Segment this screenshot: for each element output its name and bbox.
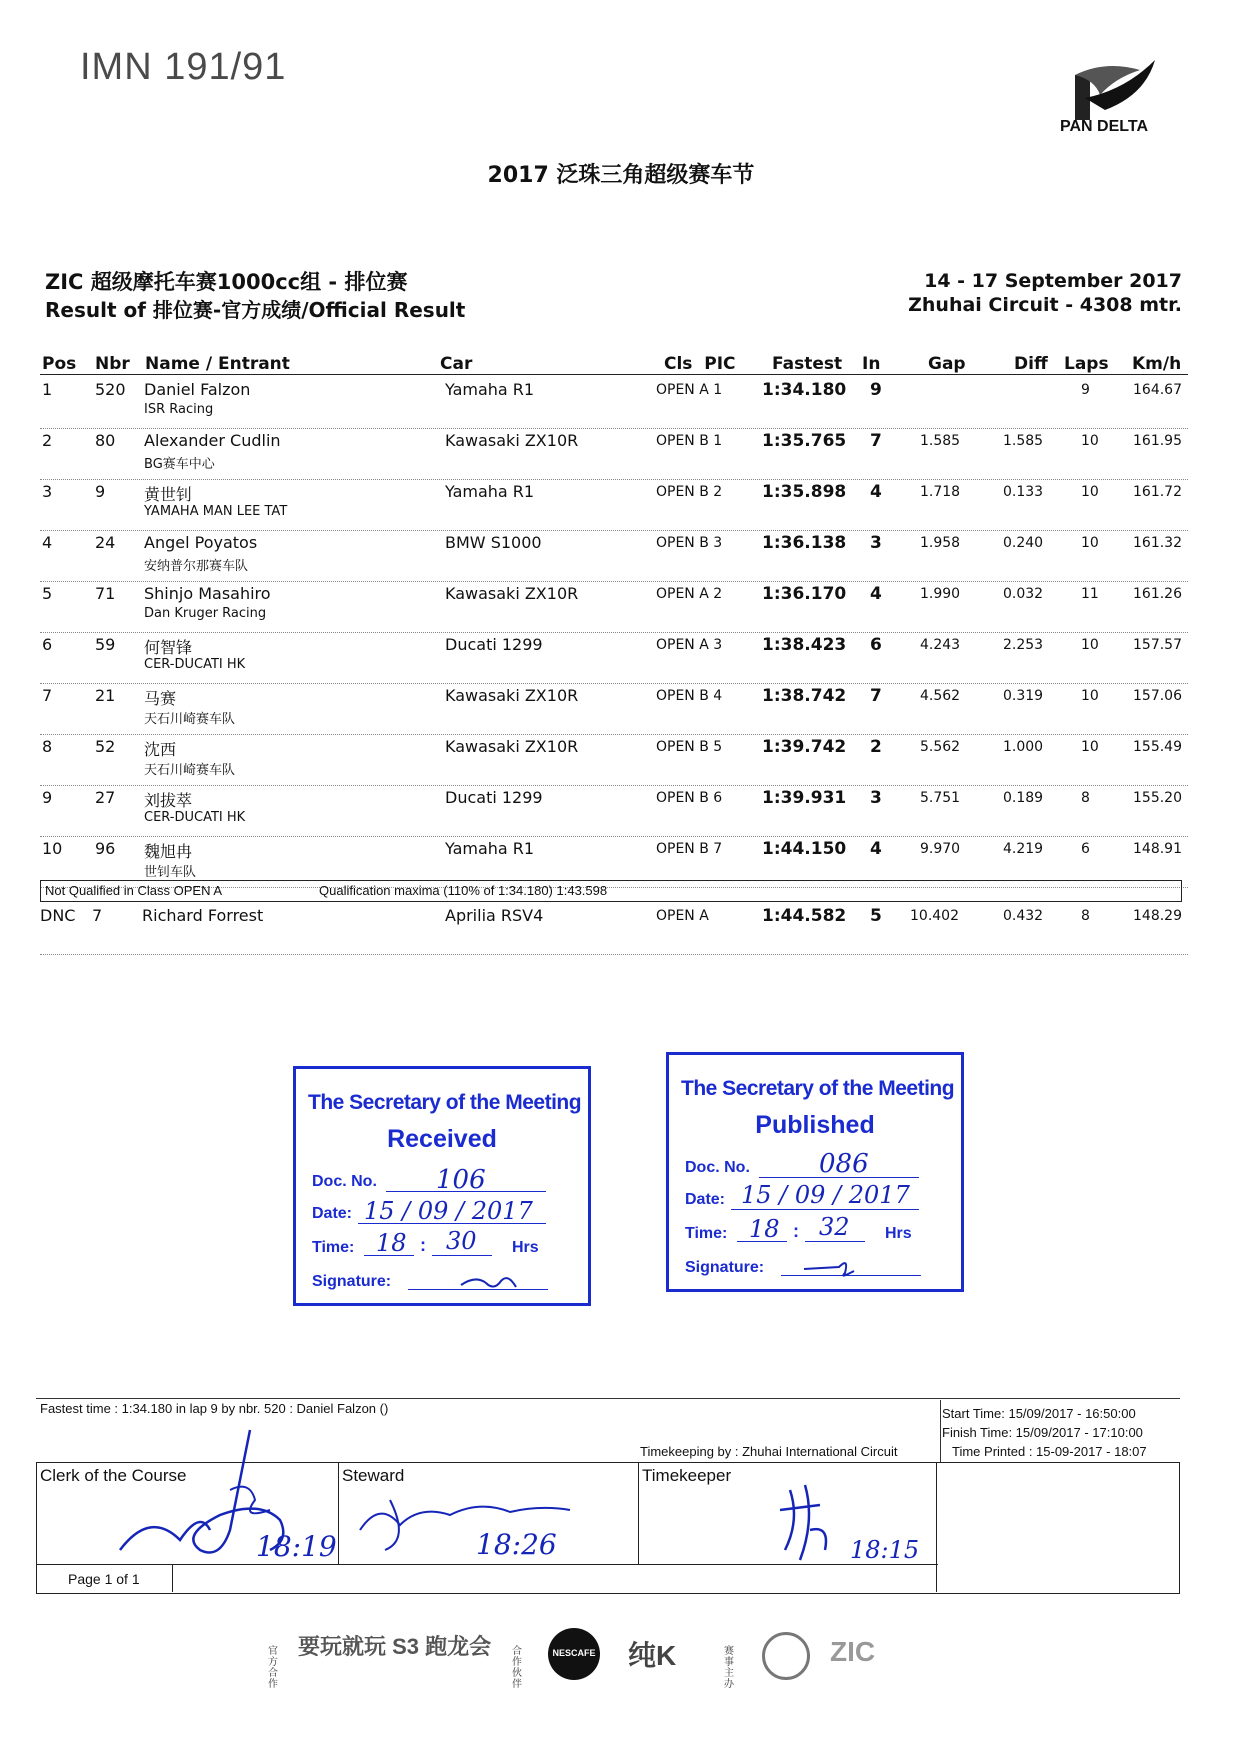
nbr: 520: [95, 380, 126, 399]
nbr: 9: [95, 482, 106, 501]
class-title: ZIC 超级摩托车赛1000cc组 - 排位赛: [45, 270, 408, 294]
diff: 0.032: [1003, 586, 1044, 602]
gap: 10.402: [910, 908, 959, 924]
stamp-time-minute: 30: [446, 1227, 477, 1255]
fastest-time: 1:44.150: [762, 839, 847, 859]
fastest-time: 1:38.423: [762, 635, 847, 655]
timekeeper-signature: [770, 1480, 850, 1570]
pos: 9: [42, 788, 53, 807]
in-lap: 5: [870, 906, 882, 926]
nbr: 96: [95, 839, 116, 858]
stamp-time-minute: 32: [819, 1213, 850, 1241]
sponsor-label-2: 合作伙伴: [512, 1646, 522, 1690]
pos: 3: [42, 482, 53, 501]
nescafe-text: NESCAFE: [552, 1648, 596, 1658]
stamp-date: 15 / 09 / 2017: [741, 1181, 910, 1209]
steward-label: Steward: [342, 1466, 405, 1485]
date-underline: [731, 1209, 919, 1210]
class-pic: OPEN B 7: [656, 841, 723, 857]
sponsor-chun-k: 纯K: [628, 1640, 677, 1671]
team-name: YAMAHA MAN LEE TAT: [144, 504, 288, 519]
sponsor-label-3: 赛事主办: [724, 1646, 734, 1690]
stamp-doc-no: 086: [819, 1149, 869, 1179]
team-name: ISR Racing: [144, 402, 214, 417]
event-title: 2017 泛珠三角超级赛车节: [487, 163, 755, 188]
diff: 2.253: [1003, 637, 1044, 653]
header-kmh: Km/h: [1132, 354, 1182, 374]
results-table: [0, 378, 1242, 888]
stamp-doc-no: 106: [436, 1165, 486, 1195]
published-stamp: [666, 1052, 964, 1292]
laps: 10: [1081, 484, 1099, 500]
table-row: [40, 378, 1188, 429]
diff: 0.189: [1003, 790, 1044, 806]
diff: 4.219: [1003, 841, 1044, 857]
pos: 8: [42, 737, 53, 756]
timekeeping-by: Timekeeping by : Zhuhai International Circuit: [640, 1444, 898, 1459]
laps: 10: [1081, 433, 1099, 449]
in-lap: 4: [870, 482, 882, 502]
stamp-date-label: Date:: [685, 1191, 726, 1208]
header-in: In: [862, 354, 881, 374]
diff: 0.432: [1003, 908, 1044, 924]
page-number: Page 1 of 1: [68, 1571, 140, 1587]
gap: 1.718: [920, 484, 961, 500]
speed: 148.29: [1133, 908, 1182, 924]
diff: 0.240: [1003, 535, 1044, 551]
organizer-emblem-icon: [762, 1632, 810, 1680]
header-fastest: Fastest: [772, 354, 843, 374]
header-diff: Diff: [1014, 354, 1048, 374]
table-row: [40, 684, 1188, 735]
laps: 9: [1081, 382, 1090, 398]
stamp-title: The Secretary of the Meeting: [681, 1077, 955, 1100]
stamp-status: Received: [387, 1125, 497, 1153]
header-cls-pic: Cls PIC: [664, 354, 736, 374]
laps: 10: [1081, 637, 1099, 653]
fastest-time: 1:35.765: [762, 431, 847, 451]
diff: 1.000: [1003, 739, 1044, 755]
rider-name: 黄世钊: [144, 485, 193, 504]
stamp-time-label: Time:: [312, 1239, 355, 1256]
timekeeper-label: Timekeeper: [642, 1466, 732, 1485]
pos: 5: [42, 584, 53, 603]
laps: 6: [1081, 841, 1090, 857]
received-stamp: [293, 1066, 591, 1306]
in-lap: 7: [870, 686, 882, 706]
laps: 8: [1081, 790, 1090, 806]
nbr: 7: [92, 906, 103, 925]
pos: 6: [42, 635, 53, 654]
team-name: 世钊车队: [144, 865, 197, 880]
header-gap: Gap: [928, 354, 966, 374]
diff: 0.319: [1003, 688, 1044, 704]
rider-name: Shinjo Masahiro: [144, 584, 271, 603]
header-laps: Laps: [1064, 354, 1109, 374]
speed: 155.49: [1133, 739, 1182, 755]
team-name: Dan Kruger Racing: [144, 606, 267, 621]
stamp-status: Published: [755, 1111, 875, 1139]
stamp-time-hour: 18: [376, 1229, 407, 1257]
stamp-time-hour: 18: [749, 1215, 780, 1243]
table-row: [40, 531, 1188, 582]
speed: 161.32: [1133, 535, 1182, 551]
laps: 11: [1081, 586, 1099, 602]
gap: 1.958: [920, 535, 961, 551]
gap: 4.562: [920, 688, 961, 704]
sponsor-zic: ZIC: [830, 1636, 876, 1667]
gap: 1.990: [920, 586, 961, 602]
rider-name: 沈西: [144, 740, 177, 759]
table-row: [40, 633, 1188, 684]
header-name: Name / Entrant: [145, 354, 290, 374]
stamp-date: 15 / 09 / 2017: [364, 1197, 533, 1225]
diff: 0.133: [1003, 484, 1044, 500]
start-time: Start Time: 15/09/2017 - 16:50:00: [942, 1406, 1136, 1421]
circuit-info: Zhuhai Circuit - 4308 mtr.: [908, 294, 1182, 316]
fastest-time-summary: Fastest time : 1:34.180 in lap 9 by nbr. 520 : Daniel Falzon (): [40, 1401, 389, 1416]
time-printed: Time Printed : 15-09-2017 - 18:07: [952, 1444, 1147, 1459]
minute-underline: [432, 1255, 492, 1256]
sig-divider-2: [638, 1462, 639, 1564]
laps: 10: [1081, 688, 1099, 704]
rider-name: 魏旭冉: [144, 842, 193, 861]
in-lap: 7: [870, 431, 882, 451]
finish-time: Finish Time: 15/09/2017 - 17:10:00: [942, 1425, 1143, 1440]
in-lap: 4: [870, 584, 882, 604]
gap: 5.751: [920, 790, 961, 806]
rider-name: Richard Forrest: [142, 906, 264, 925]
nbr: 71: [95, 584, 116, 603]
footer-divider: [36, 1398, 1180, 1399]
car: Ducati 1299: [445, 788, 543, 807]
not-qualified-label: Not Qualified in Class OPEN A: [45, 883, 223, 898]
laps: 10: [1081, 739, 1099, 755]
in-lap: 6: [870, 635, 882, 655]
stamp-hrs-label: Hrs: [885, 1225, 912, 1242]
fastest-time: 1:39.742: [762, 737, 847, 757]
fastest-time: 1:36.170: [762, 584, 847, 604]
team-name: 天石川崎赛车队: [144, 712, 236, 727]
pos: 10: [42, 839, 63, 858]
timekeeper-sign-time: 18:15: [850, 1536, 920, 1564]
gap: 5.562: [920, 739, 961, 755]
car: Kawasaki ZX10R: [445, 686, 579, 705]
class-pic: OPEN A 2: [656, 586, 723, 602]
car: BMW S1000: [445, 533, 542, 552]
speed: 155.20: [1133, 790, 1182, 806]
class-pic: OPEN B 3: [656, 535, 723, 551]
in-lap: 4: [870, 839, 882, 859]
sponsor-s3: 要玩就玩 S3 跑龙会: [298, 1634, 492, 1659]
rider-name: 刘拔萃: [144, 791, 193, 810]
stamp-signature-label: Signature:: [685, 1259, 765, 1276]
class-pic: OPEN A 1: [656, 382, 723, 398]
rider-name: Alexander Cudlin: [144, 431, 281, 450]
stamp-hrs-label: Hrs: [512, 1239, 539, 1256]
table-row: [40, 735, 1188, 786]
speed: 164.67: [1133, 382, 1182, 398]
clerk-label: Clerk of the Course: [40, 1466, 187, 1485]
car: Aprilia RSV4: [445, 906, 544, 925]
steward-sign-time: 18:26: [476, 1528, 557, 1561]
fastest-time: 1:38.742: [762, 686, 847, 706]
stamp-doc-label: Doc. No.: [312, 1173, 377, 1190]
class-pic: OPEN B 4: [656, 688, 723, 704]
team-name: 安纳普尔那赛车队: [144, 559, 249, 574]
table-row: [40, 480, 1188, 531]
nbr: 59: [95, 635, 116, 654]
speed: 161.26: [1133, 586, 1182, 602]
clerk-sign-time: 18:19: [256, 1530, 337, 1563]
team-name: BG赛车中心: [144, 457, 215, 472]
fastest-time: 1:44.582: [762, 906, 847, 926]
speed: 157.06: [1133, 688, 1182, 704]
gap: 4.243: [920, 637, 961, 653]
in-lap: 2: [870, 737, 882, 757]
class-pic: OPEN B 6: [656, 790, 723, 806]
class-pic: OPEN A 3: [656, 637, 723, 653]
class-pic: OPEN B 1: [656, 433, 723, 449]
team-name: CER-DUCATI HK: [144, 810, 246, 825]
table-row: [40, 582, 1188, 633]
sponsor-label-1: 官方合作: [268, 1646, 278, 1690]
pos: 4: [42, 533, 53, 552]
pos: 2: [42, 431, 53, 450]
nbr: 24: [95, 533, 116, 552]
in-lap: 3: [870, 533, 882, 553]
class-pic: OPEN B 5: [656, 739, 723, 755]
time-colon: :: [793, 1221, 799, 1241]
speed: 157.57: [1133, 637, 1182, 653]
pos: 1: [42, 380, 53, 399]
fastest-time: 1:34.180: [762, 380, 847, 400]
in-lap: 9: [870, 380, 882, 400]
table-row: [40, 786, 1188, 837]
nbr: 52: [95, 737, 116, 756]
class-pic: OPEN B 2: [656, 484, 723, 500]
header-divider: [40, 374, 1188, 375]
nbr: 80: [95, 431, 116, 450]
rider-name: 何智锋: [144, 638, 193, 657]
time-colon: :: [420, 1235, 426, 1255]
nbr: 21: [95, 686, 116, 705]
gap: 9.970: [920, 841, 961, 857]
fastest-time: 1:35.898: [762, 482, 847, 502]
stamp-date-label: Date:: [312, 1205, 353, 1222]
in-lap: 3: [870, 788, 882, 808]
car: Kawasaki ZX10R: [445, 584, 579, 603]
speed: 148.91: [1133, 841, 1182, 857]
car: Yamaha R1: [445, 380, 535, 399]
team-name: CER-DUCATI HK: [144, 657, 246, 672]
rider-name: 马赛: [144, 689, 177, 708]
event-dates: 14 - 17 September 2017: [924, 270, 1182, 292]
header-pos: Pos: [42, 354, 77, 374]
pos: DNC: [40, 906, 76, 925]
laps: 10: [1081, 535, 1099, 551]
diff: 1.585: [1003, 433, 1044, 449]
stamp-time-label: Time:: [685, 1225, 728, 1242]
pos: 7: [42, 686, 53, 705]
class-pic: OPEN A: [656, 908, 709, 924]
table-row: [40, 429, 1188, 480]
rider-name: Daniel Falzon: [144, 380, 251, 399]
stamp-title: The Secretary of the Meeting: [308, 1091, 582, 1114]
stamp-signature-label: Signature:: [312, 1273, 392, 1290]
dnc-row: [40, 904, 1188, 955]
laps: 8: [1081, 908, 1090, 924]
header-nbr: Nbr: [95, 354, 130, 374]
nbr: 27: [95, 788, 116, 807]
car: Kawasaki ZX10R: [445, 737, 579, 756]
secretary-signature-published: [799, 1253, 869, 1281]
speed: 161.95: [1133, 433, 1182, 449]
header-car: Car: [440, 354, 473, 374]
car: Yamaha R1: [445, 839, 535, 858]
car: Yamaha R1: [445, 482, 535, 501]
fastest-time: 1:36.138: [762, 533, 847, 553]
qualification-maxima: Qualification maxima (110% of 1:34.180) 1:43.598: [319, 883, 608, 898]
car: Ducati 1299: [445, 635, 543, 654]
not-qualified-box: [40, 880, 1182, 902]
stamp-doc-label: Doc. No.: [685, 1159, 750, 1176]
rider-name: Angel Poyatos: [144, 533, 258, 552]
fastest-time: 1:39.931: [762, 788, 847, 808]
secretary-signature-received: [456, 1267, 526, 1295]
car: Kawasaki ZX10R: [445, 431, 579, 450]
sig-divider-3: [936, 1462, 937, 1592]
minute-underline: [805, 1241, 865, 1242]
document-id: IMN 191/91: [80, 46, 287, 88]
logo-text: PAN DELTA: [1060, 118, 1148, 135]
footer-side-divider: [940, 1400, 941, 1462]
team-name: 天石川崎赛车队: [144, 763, 236, 778]
gap: 1.585: [920, 433, 961, 449]
speed: 161.72: [1133, 484, 1182, 500]
result-title: Result of 排位赛-官方成绩/Official Result: [45, 298, 466, 322]
